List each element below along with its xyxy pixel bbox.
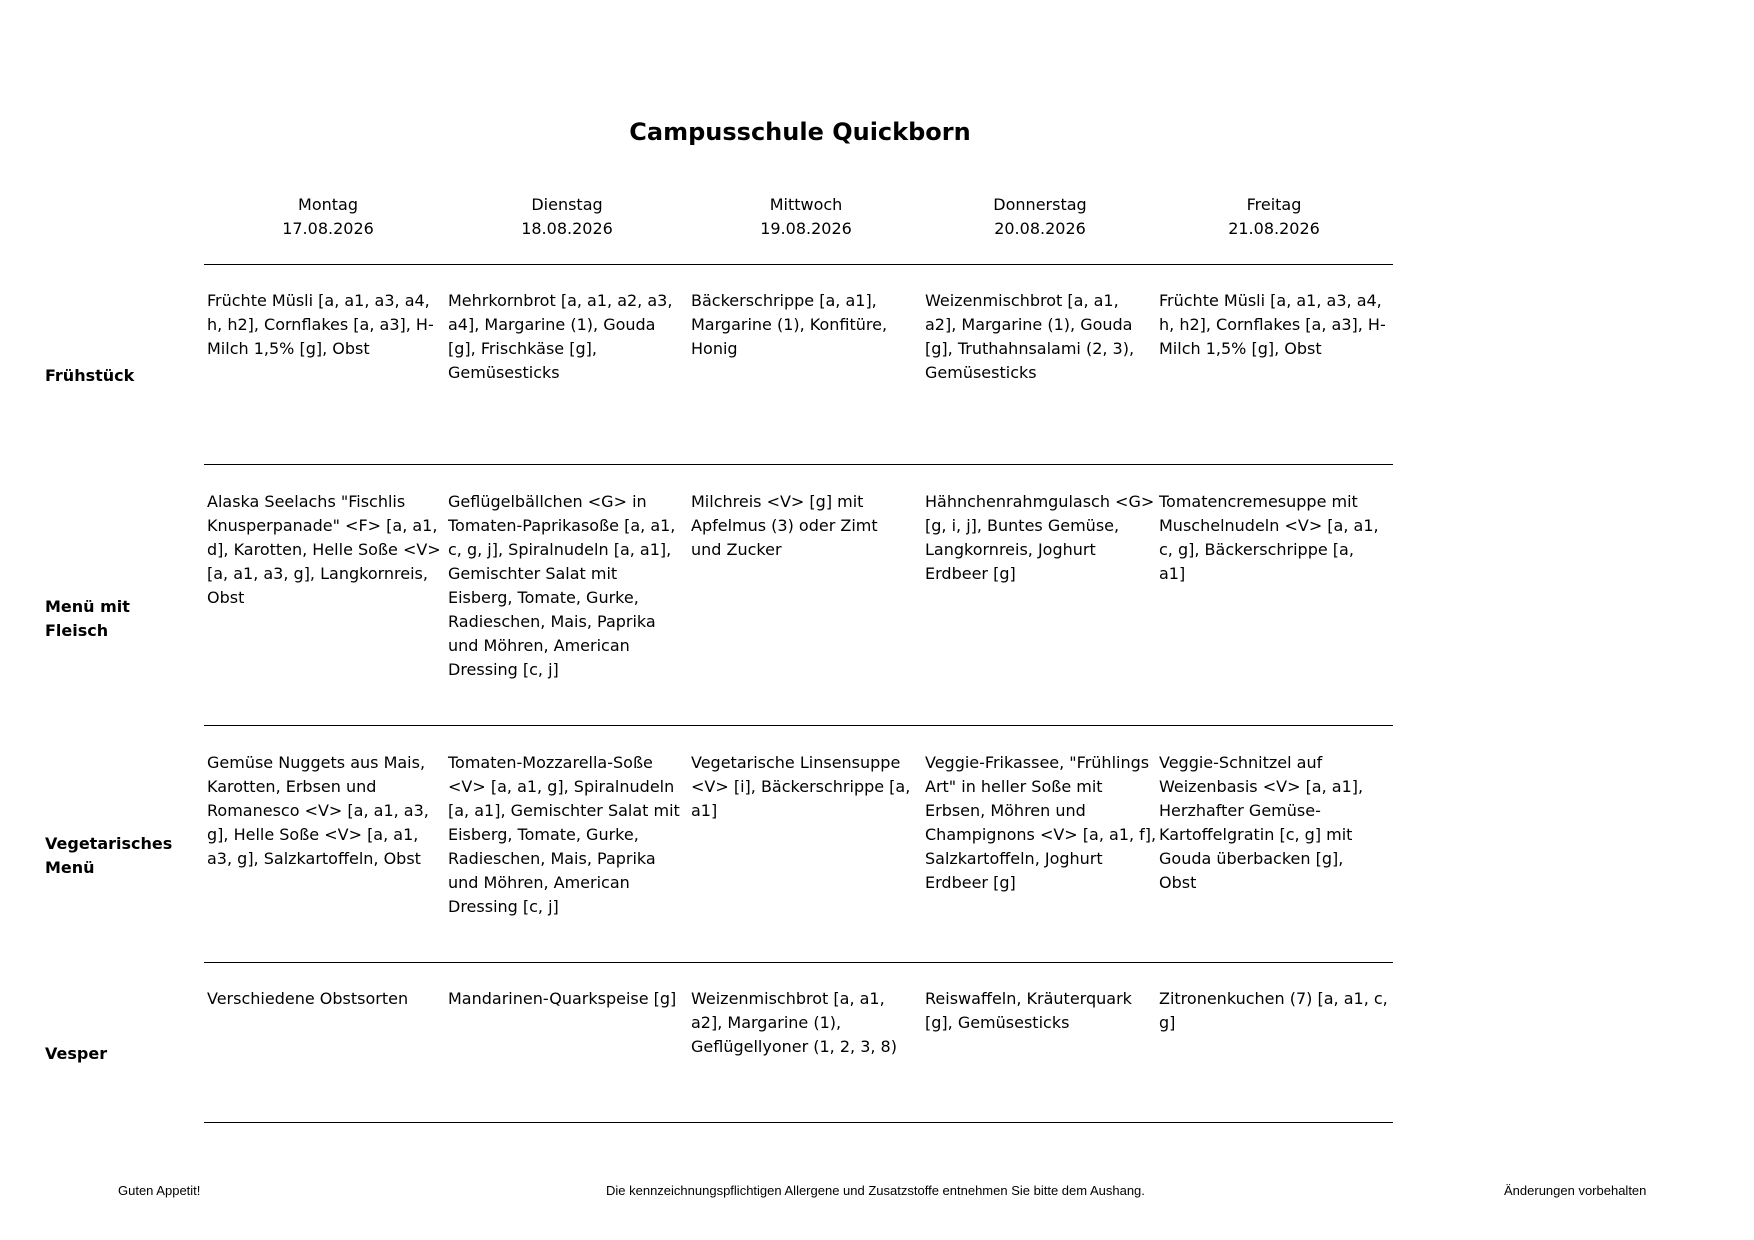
menu-cell: Verschiedene Obstsorten — [207, 989, 409, 1008]
menu-cell: Früchte Müsli [a, a1, a3, a4, h, h2], Cornflakes [a, a3], H-Milch 1,5% [g], Obst — [207, 291, 434, 358]
menu-cell: Geflügelbällchen <G> in Tomaten-Paprikasoße [a, a1, c, g, j], Spiralnudeln [a, a1], Gemischter Salat mit Eisberg, Tomate, Gurke, Radieschen, Mais, Paprika und Möhren, American Dressing [c, j] — [448, 492, 676, 679]
table-divider — [204, 962, 1393, 963]
footer-right: Änderungen vorbehalten — [1504, 1183, 1647, 1198]
menu-cell: Mandarinen-Quarkspeise [g] — [448, 989, 677, 1008]
footer-center: Die kennzeichnungspflichtigen Allergene und Zusatzstoffe entnehmen Sie bitte dem Aushang. — [606, 1183, 1145, 1198]
day-header-wednesday — [690, 193, 922, 241]
day-name: Montag — [298, 195, 358, 214]
day-name: Mittwoch — [769, 195, 843, 214]
menu-cell: Weizenmischbrot [a, a1, a2], Margarine (1), Gouda [g], Truthahnsalami (2, 3), Gemüsesticks — [925, 291, 1135, 382]
day-header-thursday — [924, 193, 1156, 241]
menu-cell: Alaska Seelachs "Fischlis Knusperpanade" <F> [a, a1, d], Karotten, Helle Soße <V> [a, a1, a3, g], Langkornreis, Obst — [207, 492, 441, 607]
menu-cell: Zitronenkuchen (7) [a, a1, c, g] — [1159, 989, 1388, 1032]
table-divider — [204, 725, 1393, 726]
row-label-vegetarisch: Vegetarisches Menü — [45, 834, 173, 877]
day-date: 21.08.2026 — [1228, 219, 1320, 238]
menu-cell: Milchreis <V> [g] mit Apfelmus (3) oder Zimt und Zucker — [691, 492, 878, 559]
page-title: Campusschule Quickborn — [629, 118, 971, 146]
day-date: 17.08.2026 — [282, 219, 374, 238]
menu-cell: Veggie-Schnitzel auf Weizenbasis <V> [a, a1], Herzhafter Gemüse-Kartoffelgratin [c, g] mit Gouda überbacken [g], Obst — [1159, 753, 1364, 892]
day-date: 18.08.2026 — [521, 219, 613, 238]
table-divider — [204, 464, 1393, 465]
menu-cell: Gemüse Nuggets aus Mais, Karotten, Erbsen und Romanesco <V> [a, a1, a3, g], Helle Soße <V> [a, a1, a3, g], Salzkartoffeln, Obst — [207, 753, 429, 868]
day-header-friday — [1158, 193, 1390, 241]
row-label-fruehstueck: Frühstück — [45, 366, 135, 385]
day-header-tuesday — [450, 193, 684, 241]
menu-cell: Tomaten-Mozzarella-Soße <V> [a, a1, g], Spiralnudeln [a, a1], Gemischter Salat mit Eisberg, Tomate, Gurke, Radieschen, Mais, Paprika und Möhren, American Dressing [c, j] — [448, 753, 680, 916]
day-date: 20.08.2026 — [994, 219, 1086, 238]
day-date: 19.08.2026 — [760, 219, 852, 238]
menu-cell: Tomatencremesuppe mit Muschelnudeln <V> [a, a1, c, g], Bäckerschrippe [a, a1] — [1159, 492, 1379, 583]
table-divider — [204, 264, 1393, 265]
menu-cell: Mehrkornbrot [a, a1, a2, a3, a4], Margarine (1), Gouda [g], Frischkäse [g], Gemüsesticks — [448, 291, 673, 382]
row-label-vesper: Vesper — [45, 1044, 108, 1063]
day-name: Dienstag — [531, 195, 603, 214]
menu-cell: Reiswaffeln, Kräuterquark [g], Gemüsesticks — [925, 989, 1132, 1032]
day-name: Freitag — [1246, 195, 1302, 214]
footer-left: Guten Appetit! — [118, 1183, 201, 1198]
menu-cell: Weizenmischbrot [a, a1, a2], Margarine (1), Geflügellyoner (1, 2, 3, 8) — [691, 989, 897, 1056]
day-name: Donnerstag — [993, 195, 1087, 214]
menu-cell: Bäckerschrippe [a, a1], Margarine (1), Konfitüre, Honig — [691, 291, 888, 358]
day-header-monday — [208, 193, 448, 241]
row-label-menu-fleisch: Menü mit Fleisch — [45, 597, 130, 640]
menu-cell: Vegetarische Linsensuppe <V> [i], Bäckerschrippe [a, a1] — [691, 753, 911, 820]
table-divider — [204, 1122, 1393, 1123]
menu-cell: Früchte Müsli [a, a1, a3, a4, h, h2], Cornflakes [a, a3], H-Milch 1,5% [g], Obst — [1159, 291, 1386, 358]
menu-cell: Veggie-Frikassee, "Frühlings Art" in heller Soße mit Erbsen, Möhren und Champignons <V> [a, a1, f], Salzkartoffeln, Joghurt Erdbeer [g] — [925, 753, 1157, 892]
menu-cell: Hähnchenrahmgulasch <G> [g, i, j], Buntes Gemüse, Langkornreis, Joghurt Erdbeer [g] — [925, 492, 1155, 583]
